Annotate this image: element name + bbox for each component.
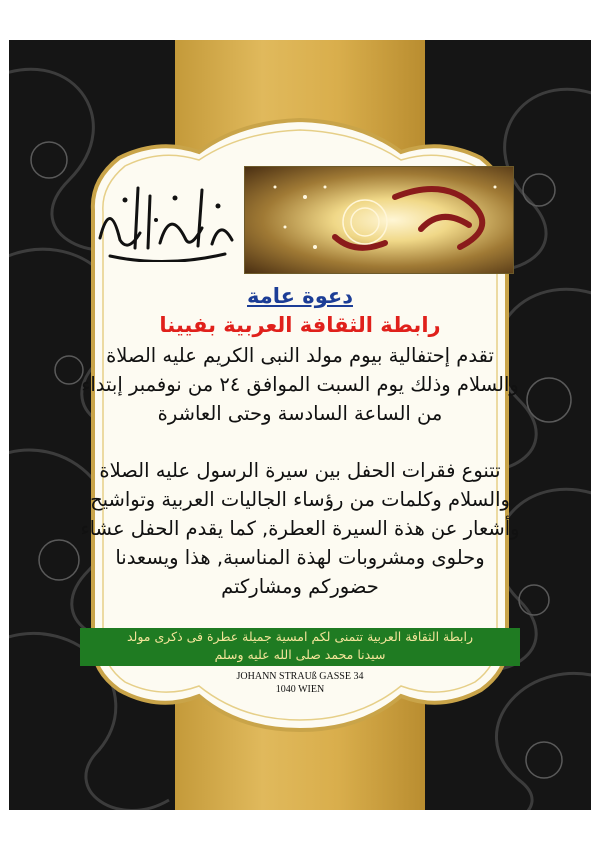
address-street: JOHANN STRAUß GASSE 34 (236, 671, 364, 682)
address-city: 1040 WIEN (275, 684, 325, 695)
greeting-line-1: رابطة الثقافة العربية تتمنى لكم امسية جميلة عطرة فى ذكرى مولد (126, 629, 474, 644)
event-details-paragraph: تقدم إحتفالية بيوم مولد النبى الكريم عليه الصلاة والسلام وذلك يوم السبت الموافق ٢٤ من نوفمبر إبتداء من الساعة السادسة وحتى العاشرة (81, 344, 519, 425)
quran-verse-calligraphy-image (90, 178, 240, 262)
program-paragraph: تتنوع فقرات الحفل بين سيرة الرسول عليه الصلاة والسلام وكلمات من رؤساء الجاليات العربية وتواشيح وأشعار عن هذة السيرة العطرة, كما يقدم الحفل عشاء وحلوى ومشروبات لهذة المناسبة, هذا ويسعدنا حضوركم ومشاركتم (80, 459, 520, 598)
muhammad-calligraphy-banner-image (244, 166, 514, 274)
greeting-line-2: سيدنا محمد صلى الله عليه وسلم (214, 647, 386, 662)
greeting-banner (80, 628, 520, 666)
invitation-title: دعوة عامة (247, 284, 353, 308)
banner-art (245, 167, 513, 273)
organizer-name: رابطة الثقافة العربية بفيينا (159, 313, 441, 337)
